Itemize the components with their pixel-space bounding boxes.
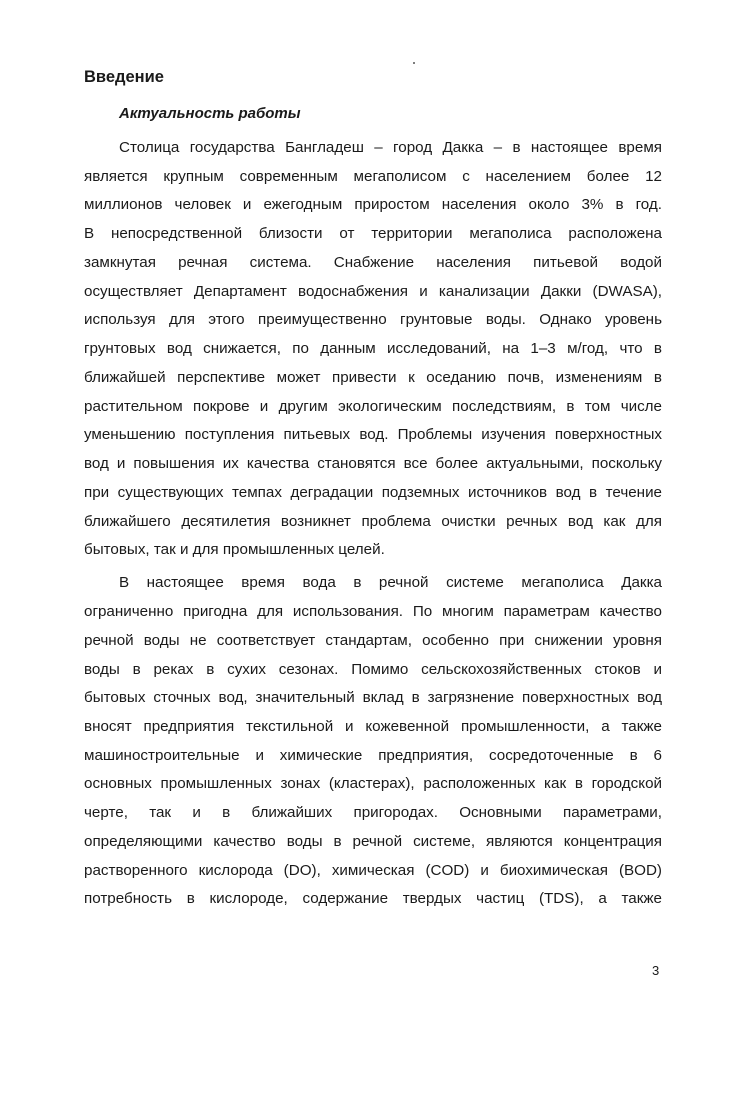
text-line: В настоящее время вода в речной системе мегаполиса Дакка xyxy=(119,574,662,591)
text-line: вносят предприятия текстильной и кожевенной промышленности, а также xyxy=(84,718,662,735)
text-line: черте, так и в ближайших пригородах. Основными параметрами, xyxy=(84,804,662,821)
text-line: растительном покрове и другим экологическим последствиям, в том числе xyxy=(84,398,662,415)
text-line: ближайшей перспективе может привести к оседанию почв, изменениям в xyxy=(84,369,662,386)
text-line: растворенного кислорода (DO), химическая (COD) и биохимическая (BOD) xyxy=(84,862,662,879)
text-line: вод и повышения их качества становятся все более актуальными, поскольку xyxy=(84,455,662,472)
section-heading: Введение xyxy=(84,68,164,86)
text-line: грунтовых вод снижается, по данным исследований, на 1–3 м/год, что в xyxy=(84,340,662,357)
text-line: Столица государства Бангладеш – город Дакка – в настоящее время xyxy=(119,139,662,156)
text-line: является крупным современным мегаполисом с населением более 12 xyxy=(84,168,662,185)
text-line: речной воды не соответствует стандартам, особенно при снижении уровня xyxy=(84,632,662,649)
text-line: осуществляет Департамент водоснабжения и канализации Дакки (DWASA), xyxy=(84,283,662,300)
text-line: машиностроительные и химические предприятия, сосредоточенные в 6 xyxy=(84,747,662,764)
page-number: 3 xyxy=(652,963,660,978)
text-line: бытовых сточных вод, значительный вклад в загрязнение поверхностных вод xyxy=(84,689,662,706)
text-line: замкнутая речная система. Снабжение населения питьевой водой xyxy=(84,254,662,271)
text-line: воды в реках в сухих сезонах. Помимо сельскохозяйственных стоков и xyxy=(84,661,662,678)
text-line: при существующих темпах деградации подземных источников вод в течение xyxy=(84,484,662,501)
scan-speck xyxy=(413,62,415,64)
text-line: ограниченно пригодна для использования. По многим параметрам качество xyxy=(84,603,662,620)
text-line: В непосредственной близости от территории мегаполиса расположена xyxy=(84,225,662,242)
text-line: миллионов человек и ежегодным приростом населения около 3% в год. xyxy=(84,196,662,213)
text-line: ближайшего десятилетия возникнет проблема очистки речных вод как для xyxy=(84,513,662,530)
text-line: уменьшению поступления питьевых вод. Проблемы изучения поверхностных xyxy=(84,426,662,443)
subsection-heading: Актуальность работы xyxy=(119,105,301,122)
text-line: бытовых, так и для промышленных целей. xyxy=(84,541,385,558)
text-line: основных промышленных зонах (кластерах), расположенных как в городской xyxy=(84,775,662,792)
text-line: потребность в кислороде, содержание твердых частиц (TDS), а также xyxy=(84,890,662,907)
text-line: используя для этого преимущественно грунтовые воды. Однако уровень xyxy=(84,311,662,328)
text-line: определяющими качество воды в речной системе, являются концентрация xyxy=(84,833,662,850)
